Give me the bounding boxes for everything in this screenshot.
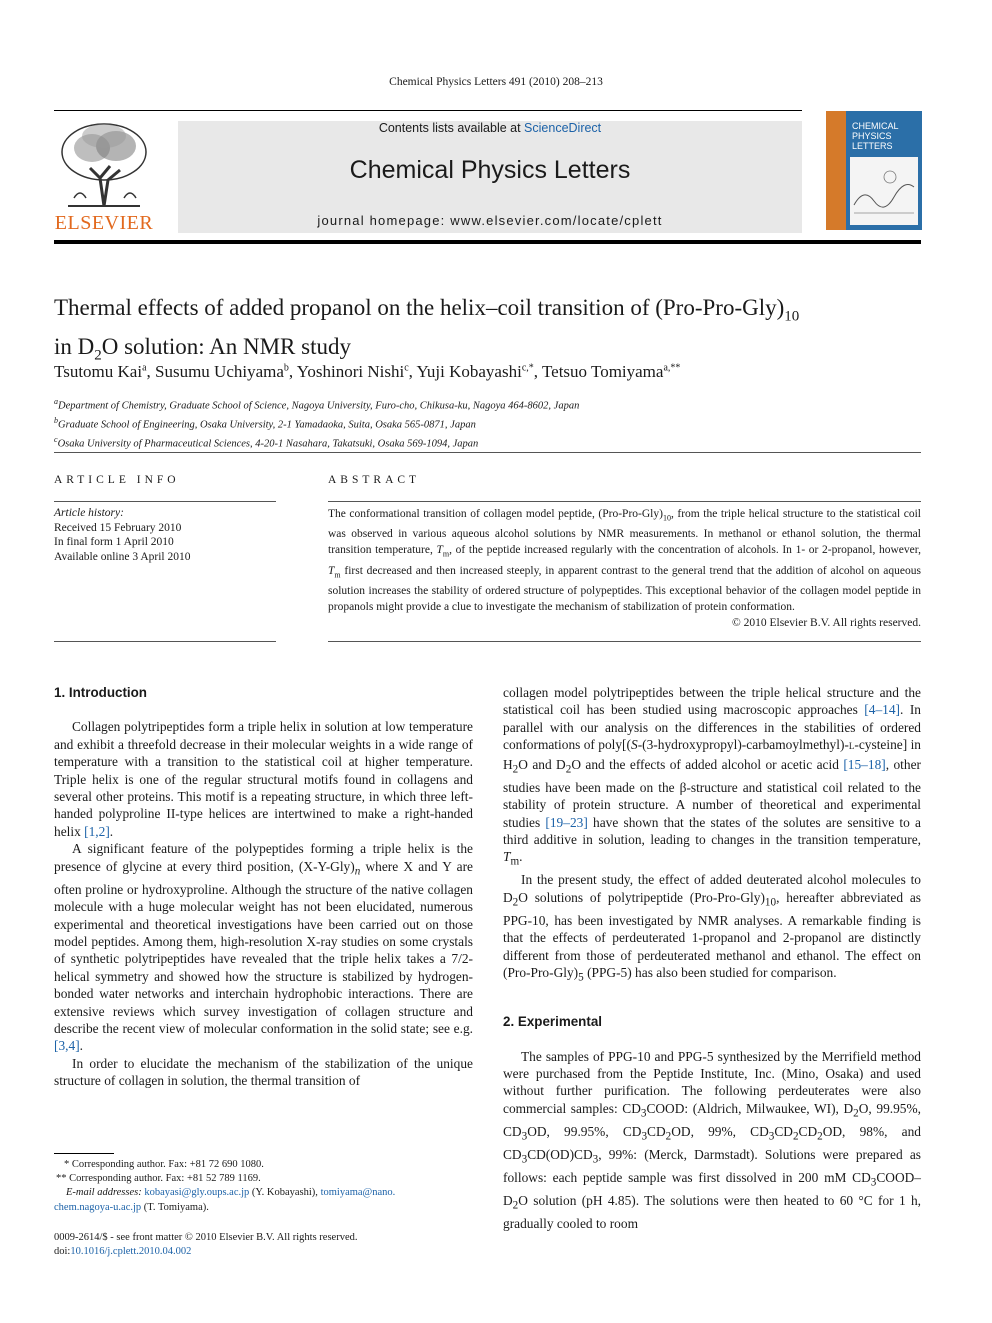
journal-homepage[interactable]: journal homepage: www.elsevier.com/locate/cplett	[317, 213, 663, 228]
cover-title-3: LETTERS	[852, 141, 893, 151]
header-rule	[54, 110, 802, 111]
author-list: Tsutomu Kai$^a$, Susumu Uchiyama$^b$, Yoshinori Nishi$^c$, Yuji Kobayashi$^{c,*}$, Tetsuo Tomiyama$^{a,**}$	[54, 362, 681, 381]
abstract-body: The conformational transition of collagen model peptide, $(Pro-Pro-Gly)_{10}$, from the triple helical structure to the statistical coil was observed in various aqueous alcohol solutions by NMR measurements. In methanol or ethanol solution, the thermal transition temperature, $T_m$, of the peptide increased regularly with the concentration of alcohols. In 1- or 2-propanol, however, $T_m$ first decreased and then increased steeply, in apparent contrast to the general trend that the addition of alcohol on aqueous solution increases the stability of ordered structure of polypeptides. This exceptional behavior of the collagen model peptide in propanols might provide a clue to investigate the mechanism of stabilization of protein conformation. © 2010 Elsevier B.V. All rights reserved.	[328, 508, 922, 629]
author[interactable]: Tetsuo Tomiyama	[541, 362, 664, 381]
front-matter-text: 0009-2614/$ - see front matter © 2010 Elsevier B.V. All rights reserved.	[54, 1232, 358, 1243]
affiliation: $^b$Graduate School of Engineering, Osaka University, 2-1 Yamadaoka, Suita, Osaka 565-0871, Japan	[54, 416, 476, 431]
article-info-rule	[54, 501, 276, 502]
contents-prefix: Contents lists available at	[378, 121, 525, 135]
citation-link[interactable]: [4–14]	[864, 702, 900, 718]
abstract-rule	[328, 501, 921, 502]
author[interactable]: Yoshinori Nishi	[296, 362, 405, 381]
history-received: Received 15 February 2010	[54, 521, 182, 534]
author-affil-mark[interactable]: c	[404, 362, 409, 374]
history-online: Available online 3 April 2010	[54, 550, 191, 563]
abstract-heading: ABSTRACT	[328, 474, 421, 486]
intro-paragraph-2: A significant feature of the polypeptides forming a triple helix is the presence of glycine at every third position, $(X-Y-Gly)_n$ where X and Y are often proline or hydroxyproline. Although the structure of the native collagen molecule with a huge molecular weight has not been elucidated, numerous experimental and theoretical investigations have been carried out on those model peptides. Among them, high-resolution X-ray studies on some crystals of synthetic polytripeptides have revealed that the triple helix takes a 7/2-helical symmetry and showed how the structure is stabilized by hydrogen-bonded water networks and interchain hydrophobic interactions. There are extensive reviews which survey investigation of collagen structure and describe the recent view of molecular conformation in the solid state; see e.g. [3,4].	[54, 841, 473, 1054]
title-line2a: in D	[54, 333, 95, 359]
intro-paragraph-1: Collagen polytripeptides form a triple helix in solution at low temperature and exhibit a threefold decrease in their molecular weights in a wide range of temperature with a transition to the statistical coil at higher temperature. Triple helix is one of the regular structural motifs found in collagens and several other proteins. This motif is a repeating structure, in which three left-handed polyproline II-type helices are intertwined to make a right-handed helix [1,2].	[54, 719, 473, 839]
sciencedirect-link[interactable]: ScienceDirect	[524, 121, 602, 135]
citation-link[interactable]: [1,2]	[84, 823, 110, 839]
elsevier-tree-icon	[54, 118, 154, 214]
article-history	[54, 506, 276, 564]
author[interactable]: Tsutomu Kai	[54, 362, 143, 381]
history-label: Article history:	[54, 507, 124, 519]
experimental-paragraph-1: The samples of PPG-10 and PPG-5 synthesized by the Merrifield method were purchased from the Peptide Institute, Inc. (Mino, Osaka) and used without further purification. The following perdeuterates were also commercial samples: $CD_3COOD$: (Aldrich, Milwaukee, WI), $D_2O$, 99.95%, $CD_3OD$, 99.95%, $CD_3CD_2OD$, 99%, $CD_3CD_2CD_2OD$, 98%, and $CD_3CD(OD)CD_3$, 99%: (Merck, Darmstadt). Solutions were prepared as follows: each peptide sample was first dissolved in 200 mM $CD_3COOD-D_2O$ solution (pH 4.85). The solutions were then heated to 60 °C for 1 h, gradually cooled to room	[503, 1048, 922, 1232]
affiliations	[54, 395, 934, 452]
footnote-emails: E-mail addresses: kobayasi@gly.oups.ac.jp (Y. Kobayashi), tomiyama@nano.	[66, 1187, 396, 1199]
section-heading-experimental: 2. Experimental	[503, 1014, 602, 1030]
journal-reference: Chemical Physics Letters 491 (2010) 208–213	[389, 76, 603, 88]
title-sub1: 10	[784, 308, 800, 325]
title-line2b: O solution: An NMR study	[101, 333, 351, 359]
abstract-copyright: © 2010 Elsevier B.V. All rights reserved.	[732, 616, 921, 629]
footnote-2: ** Corresponding author. Fax: +81 52 789 1169.	[56, 1173, 261, 1185]
footnote-emails-cont: chem.nagoya-u.ac.jp (T. Tomiyama).	[54, 1201, 209, 1213]
doi-line: doi:10.1016/j.cplett.2010.04.002	[54, 1246, 192, 1257]
email-link[interactable]: kobayasi@gly.oups.ac.jp	[144, 1187, 250, 1199]
article-title	[54, 293, 934, 370]
footnotes	[54, 1158, 474, 1215]
article-info-bottom-rule	[54, 641, 276, 642]
column-left	[54, 684, 473, 1090]
citation-link[interactable]: [19–23]	[545, 814, 588, 830]
author[interactable]: Susumu Uchiyama	[155, 362, 284, 381]
title-sub2: 2	[94, 347, 102, 364]
abstract-bottom-rule	[328, 641, 921, 642]
author-affil-mark[interactable]: a	[142, 362, 147, 374]
footnote-1: * Corresponding author. Fax: +81 72 690 1080.	[64, 1159, 264, 1170]
cover-title-2: PHYSICS	[852, 131, 892, 141]
author-affil-mark[interactable]: b	[283, 362, 289, 374]
section-heading-introduction: 1. Introduction	[54, 685, 147, 700]
journal-cover[interactable]	[826, 111, 922, 230]
citation-link[interactable]: [15–18]	[843, 756, 886, 772]
author[interactable]: Yuji Kobayashi	[416, 362, 522, 381]
header-thick-rule	[54, 240, 921, 244]
intro-paragraph-3-cont: collagen model polytripeptides between the triple helical structure and the statistical coil has been studied using macroscopic approaches [4–14]. In parallel with our analysis on the differences in the stabilities of ordered conformations of poly[(S-(3-hydroxypropyl)-carbamoylmethyl)-L-cysteine] in $H_2O$ and $D_2O$ and the effects of added alcohol or acetic acid [15–18], other studies have been made on the β-structure and statistical coil related to the stability of protein structure. A number of theoretical and experimental studies [19–23] have shown that the states of the solutes are sensitive to a third additive in solution, leading to changes in the transition temperature, $T_m$.	[503, 685, 921, 868]
front-matter	[54, 1231, 357, 1259]
footnote-rule	[54, 1153, 114, 1154]
elsevier-wordmark: ELSEVIER	[54, 212, 154, 234]
intro-paragraph-3: In order to elucidate the mechanism of the stabilization of the unique structure of collagen in solution, the thermal transition of	[54, 1055, 473, 1089]
title-line1: Thermal effects of added propanol on the helix–coil transition of (Pro-Pro-Gly)	[54, 295, 785, 320]
article-info-heading: ARTICLE INFO	[54, 474, 180, 486]
cover-stripe-icon	[826, 111, 846, 230]
author-affil-mark[interactable]: a,**	[663, 362, 681, 374]
intro-paragraph-4: In the present study, the effect of added deuterated alcohol molecules to $D_2O$ solutions of polytripeptide $(Pro-Pro-Gly)_{10}$, hereafter abbreviated as PPG-10, has been investigated by NMR analyses. A remarkable finding is that the effects of perdeuterated 1-propanol and 2-propanol are distinctly different from those of perdeuterated methanol and ethanol. The effect on $(Pro-Pro-Gly)_5$ (PPG-5) has also been studied for comparison.	[503, 872, 921, 984]
column-right	[503, 684, 921, 1233]
contents-line	[178, 121, 802, 135]
affiliation: $^c$Osaka University of Pharmaceutical Sciences, 4-20-1 Nasahara, Takatsuki, Osaka 569-1094, Japan	[54, 435, 479, 450]
email-link[interactable]: chem.nagoya-u.ac.jp	[54, 1201, 142, 1213]
doi-link[interactable]: 10.1016/j.cplett.2010.04.002	[70, 1246, 192, 1257]
history-final: In final form 1 April 2010	[54, 536, 174, 548]
author-affil-mark[interactable]: c,*	[521, 362, 534, 374]
journal-title[interactable]: Chemical Physics Letters	[349, 156, 631, 184]
email-link[interactable]: tomiyama@nano.	[320, 1187, 396, 1199]
cover-figure-icon	[850, 157, 918, 225]
cover-title-1: CHEMICAL	[852, 121, 899, 131]
citation-link[interactable]: [3,4]	[54, 1038, 80, 1054]
affil-rule	[54, 452, 921, 453]
elsevier-logo[interactable]	[54, 118, 154, 234]
affiliation: $^a$Department of Chemistry, Graduate School of Science, Nagoya University, Furo-cho, Chikusa-ku, Nagoya 464-8602, Japan	[54, 397, 580, 412]
